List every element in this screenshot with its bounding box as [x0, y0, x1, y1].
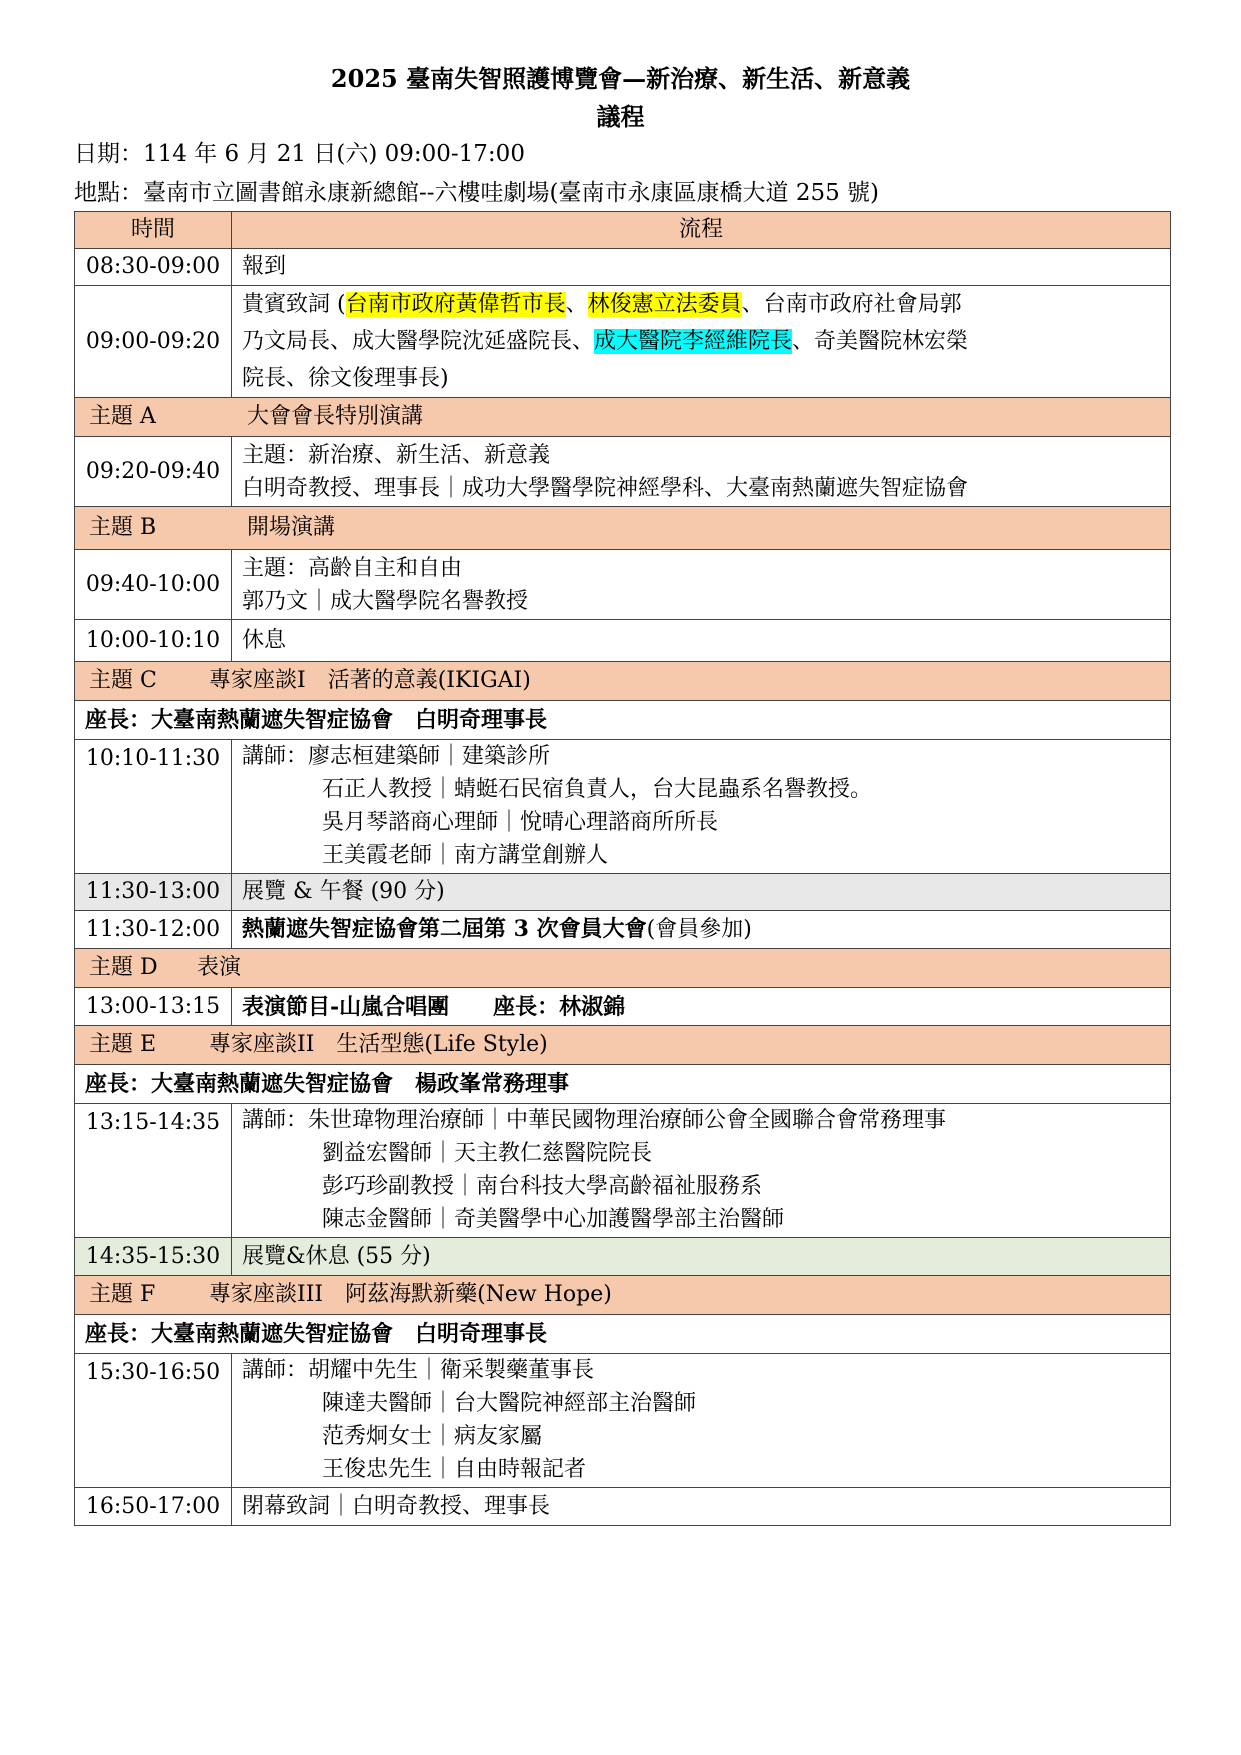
row-time: 09:20-09:40	[75, 437, 232, 507]
section-title: 專家座談II 生活型態(Life Style)	[209, 1032, 548, 1057]
table-row	[75, 1354, 1171, 1488]
row-time: 13:00-13:15	[75, 988, 232, 1026]
row-content: 展覽 & 午餐 (90 分)	[232, 874, 1171, 911]
meeting-title: 熱蘭遮失智症協會第二屆第 3 次會員大會	[242, 916, 647, 942]
chair-text: 座長：大臺南熱蘭遮失智症協會 白明奇理事長	[75, 701, 1171, 740]
table-header-row	[75, 212, 1171, 249]
chair-text: 座長：大臺南熱蘭遮失智症協會 白明奇理事長	[75, 1315, 1171, 1354]
speaker-line: 郭乃文｜成大醫學院名譽教授	[242, 588, 529, 614]
row-content: 休息	[232, 620, 1171, 662]
agenda-table	[74, 211, 1171, 1526]
row-time: 11:30-12:00	[75, 911, 232, 949]
section-title: 專家座談III 阿茲海默新藥(New Hope)	[209, 1282, 612, 1307]
row-content	[232, 740, 1171, 874]
row-content	[232, 286, 1171, 398]
row-content: 表演節目-山嵐合唱團 座長：林淑錦	[232, 988, 1171, 1026]
section-title: 開場演講	[247, 515, 336, 540]
table-row	[75, 1104, 1171, 1238]
guest-text: 院長、徐文俊理事長)	[242, 366, 449, 391]
table-row	[75, 874, 1171, 911]
speaker-line: 劉益宏醫師｜天主教仁慈醫院院長	[322, 1141, 653, 1166]
guest-text: 、台南市政府社會局郭	[741, 292, 962, 317]
section-label: 主題 D	[89, 955, 158, 980]
row-time: 08:30-09:00	[75, 249, 232, 286]
section-title: 專家座談I 活著的意義(IKIGAI)	[209, 668, 531, 693]
guest-mayor: 台南市政府黃偉哲市長	[345, 292, 566, 317]
section-row-f	[75, 1276, 1171, 1315]
speaker-line: 吳月琴諮商心理師｜悅晴心理諮商所所長	[322, 810, 719, 835]
separator: 、	[565, 292, 588, 317]
row-time: 16:50-17:00	[75, 1488, 232, 1526]
table-row	[75, 740, 1171, 874]
row-content	[232, 550, 1171, 620]
section-label: 主題 C	[89, 668, 157, 693]
table-row	[75, 988, 1171, 1026]
table-row	[75, 550, 1171, 620]
row-content	[232, 437, 1171, 507]
section-row-c	[75, 662, 1171, 701]
row-content: 閉幕致詞｜白明奇教授、理事長	[232, 1488, 1171, 1526]
event-date: 日期：114 年 6 月 21 日(六) 09:00-17:00	[74, 141, 525, 167]
guest-text: 乃文局長、成大醫學院沈延盛院長、	[242, 329, 595, 354]
section-title: 表演	[197, 955, 242, 980]
row-time: 09:00-09:20	[75, 286, 232, 398]
row-time: 10:00-10:10	[75, 620, 232, 662]
topic-line: 主題：高齡自主和自由	[242, 555, 463, 581]
speaker-line: 講師：廖志桓建築師｜建築診所	[242, 744, 551, 769]
section-label: 主題 B	[89, 515, 157, 540]
guest-legislator: 林俊憲立法委員	[587, 292, 742, 317]
table-row	[75, 1488, 1171, 1526]
speaker-line: 講師：胡耀中先生｜衛采製藥董事長	[242, 1358, 595, 1383]
table-row	[75, 286, 1171, 398]
section-row-d	[75, 949, 1171, 988]
document-subtitle: 議程	[596, 102, 645, 131]
column-header-time: 時間	[75, 212, 232, 249]
guest-hospital-director: 成大醫院李經維院長	[594, 329, 793, 354]
section-row-e	[75, 1026, 1171, 1065]
chair-row	[75, 701, 1171, 740]
column-header-flow: 流程	[232, 212, 1171, 249]
speaker-line: 石正人教授｜蜻蜓石民宿負責人，台大昆蟲系名譽教授。	[322, 777, 873, 802]
row-content	[232, 1104, 1171, 1238]
table-row	[75, 620, 1171, 662]
row-content: 展覽&休息 (55 分)	[232, 1238, 1171, 1276]
speaker-line: 王美霞老師｜南方講堂創辦人	[322, 843, 609, 868]
document-title: 2025 臺南失智照護博覽會—新治療、新生活、新意義	[330, 64, 911, 93]
row-content	[232, 911, 1171, 949]
table-row	[75, 249, 1171, 286]
row-time: 11:30-13:00	[75, 874, 232, 911]
table-row	[75, 911, 1171, 949]
section-label: 主題 F	[89, 1282, 156, 1307]
table-row	[75, 1238, 1171, 1276]
topic-line: 主題：新治療、新生活、新意義	[242, 442, 551, 468]
speaker-line: 講師：朱世瑋物理治療師｜中華民國物理治療師公會全國聯合會常務理事	[242, 1108, 947, 1133]
guest-text: 、奇美醫院林宏榮	[792, 329, 969, 354]
row-time: 15:30-16:50	[75, 1354, 232, 1488]
section-label: 主題 A	[89, 404, 156, 429]
speaker-line: 王俊忠先生｜自由時報記者	[322, 1457, 587, 1482]
speaker-line: 陳志金醫師｜奇美醫學中心加護醫學部主治醫師	[322, 1207, 785, 1232]
section-label: 主題 E	[89, 1032, 157, 1057]
row-time: 13:15-14:35	[75, 1104, 232, 1238]
row-content	[232, 1354, 1171, 1488]
table-row	[75, 437, 1171, 507]
section-row-a	[75, 398, 1171, 437]
speech-intro: 貴賓致詞 (	[242, 292, 346, 317]
speaker-line: 白明奇教授、理事長｜成功大學醫學院神經學科、大臺南熱蘭遮失智症協會	[242, 475, 969, 501]
row-content: 報到	[232, 249, 1171, 286]
speaker-line: 彭巧珍副教授｜南台科技大學高齡福祉服務系	[322, 1174, 763, 1199]
row-time: 09:40-10:00	[75, 550, 232, 620]
row-time: 10:10-11:30	[75, 740, 232, 874]
event-venue: 地點：臺南市立圖書館永康新總館--六樓哇劇場(臺南市永康區康橋大道 255 號)	[74, 180, 880, 206]
speaker-line: 范秀炯女士｜病友家屬	[322, 1424, 543, 1449]
row-time: 14:35-15:30	[75, 1238, 232, 1276]
section-title: 大會會長特別演講	[247, 404, 424, 429]
speaker-line: 陳達夫醫師｜台大醫院神經部主治醫師	[322, 1391, 697, 1416]
chair-row	[75, 1315, 1171, 1354]
chair-text: 座長：大臺南熱蘭遮失智症協會 楊政峯常務理事	[75, 1065, 1171, 1104]
section-row-b	[75, 507, 1171, 550]
meeting-note: (會員參加)	[646, 917, 752, 942]
chair-row	[75, 1065, 1171, 1104]
